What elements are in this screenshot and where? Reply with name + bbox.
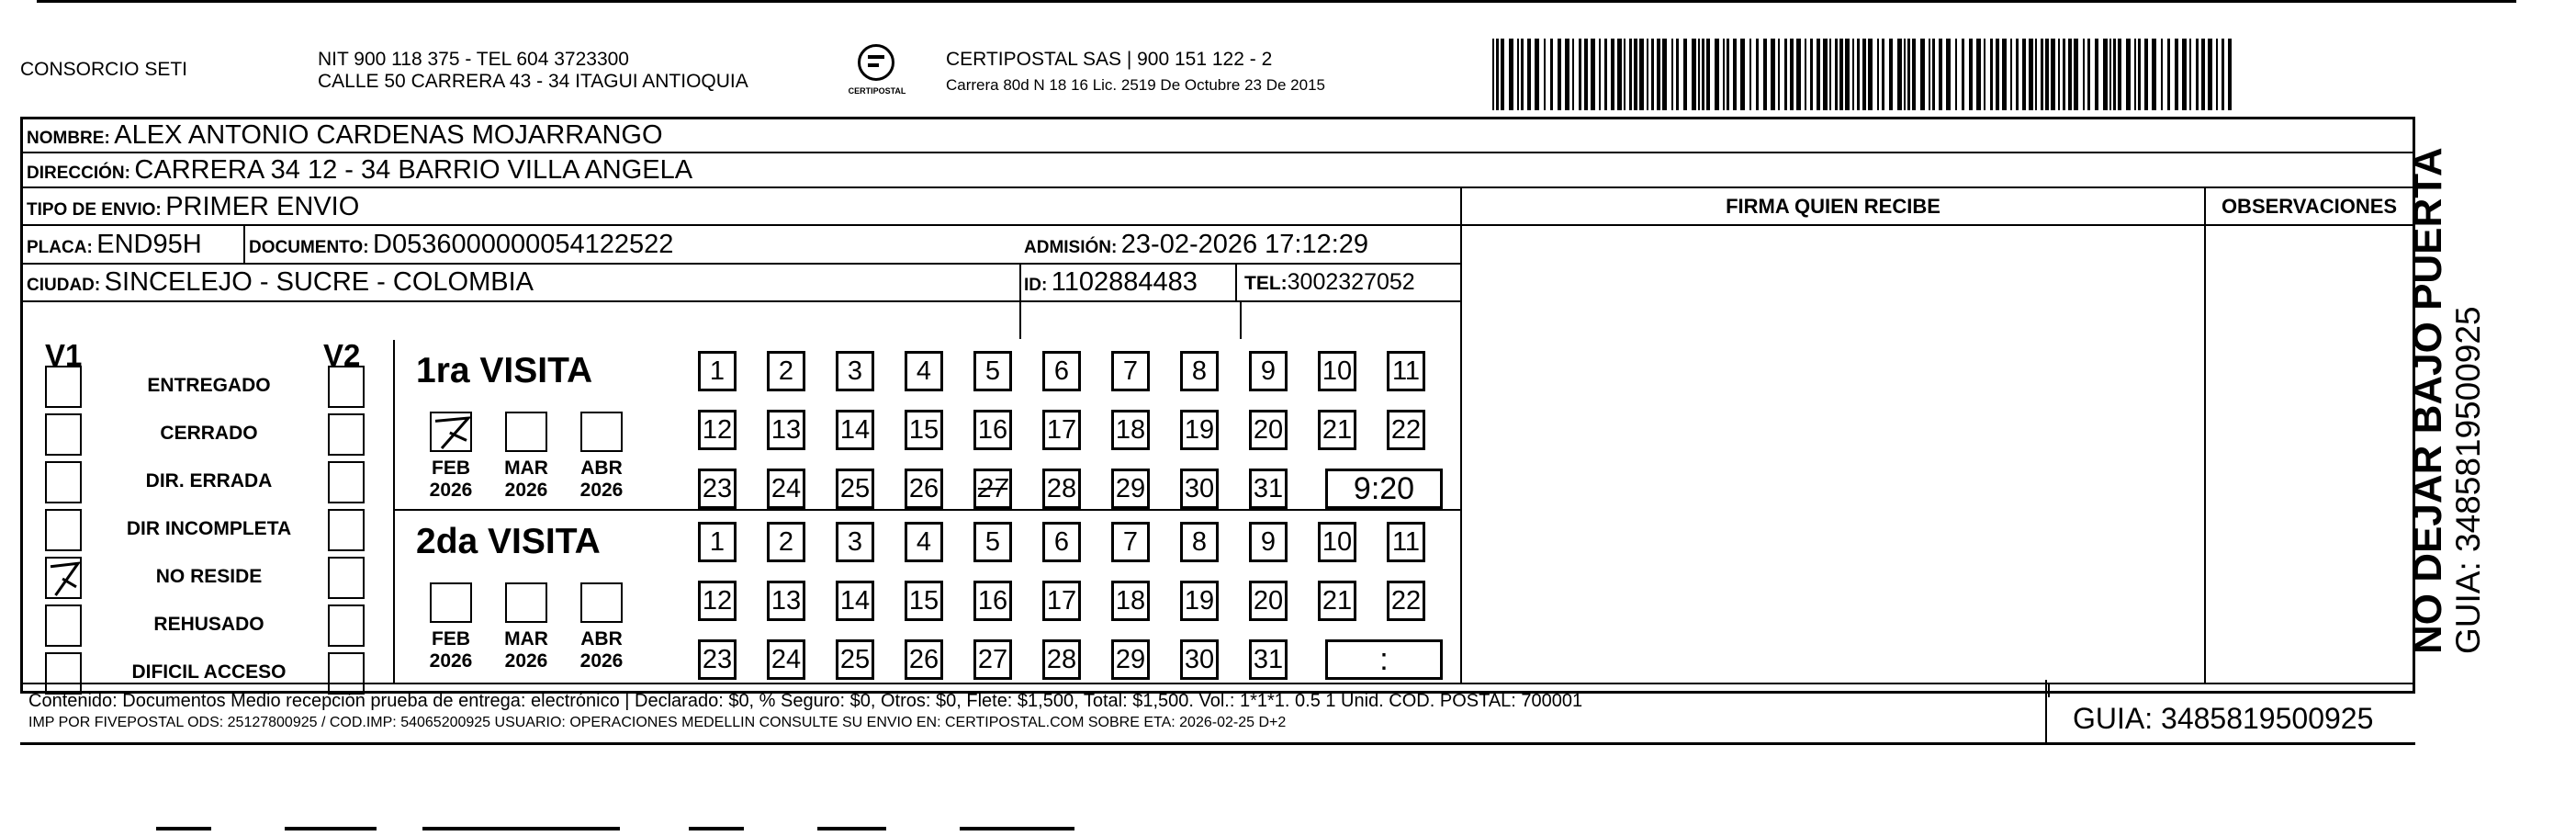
day-box[interactable]: 21 (1318, 581, 1356, 621)
tel-field (1244, 268, 1415, 299)
day-box[interactable]: 23 (698, 469, 737, 509)
address-value: CARRERA 34 12 - 34 BARRIO VILLA ANGELA (134, 155, 693, 185)
month-checkbox[interactable] (505, 582, 547, 623)
day-box[interactable]: 30 (1180, 639, 1219, 680)
scan-artifact (285, 827, 377, 830)
day-box[interactable]: 18 (1111, 581, 1150, 621)
scan-artifact (156, 827, 211, 830)
month-year: 2026 (579, 650, 624, 672)
shipment-type-label: TIPO DE ENVIO: (27, 200, 162, 220)
city-field (27, 268, 534, 300)
company-name: CONSORCIO SETI (20, 59, 188, 80)
day-box[interactable]: 9 (1249, 522, 1288, 562)
v1-checkbox[interactable] (45, 604, 82, 647)
day-box[interactable]: 3 (836, 522, 874, 562)
side-guia-number: GUIA: 3485819500925 (2449, 306, 2487, 654)
shipment-type-row (27, 193, 359, 225)
day-box[interactable]: 28 (1042, 469, 1081, 509)
day-box[interactable]: 11 (1387, 351, 1425, 391)
day-box[interactable]: 31 (1249, 469, 1288, 509)
day-box[interactable]: 7 (1111, 522, 1150, 562)
day-box[interactable]: 25 (836, 639, 874, 680)
month-label: FEB (432, 458, 470, 479)
document-field (249, 231, 673, 263)
month-year: 2026 (579, 480, 624, 501)
v1-checkbox[interactable] (45, 461, 82, 503)
v2-checkbox[interactable] (328, 461, 365, 503)
guia-number: GUIA: 3485819500925 (2073, 702, 2374, 735)
day-box[interactable]: 30 (1180, 469, 1219, 509)
day-box[interactable]: 11 (1387, 522, 1425, 562)
v1-checkbox[interactable] (45, 413, 82, 456)
barcode (1492, 39, 2236, 110)
v1-header: V1 (45, 338, 83, 372)
day-box[interactable]: 5 (973, 351, 1012, 391)
visit-divider (393, 509, 1460, 511)
scan-artifact (689, 827, 744, 830)
scan-artifact (817, 827, 886, 830)
month-year: 2026 (504, 480, 548, 501)
name-row (27, 121, 663, 153)
certipostal-line-2: Carrera 80d N 18 16 Lic. 2519 De Octubre 23 De 2015 (946, 76, 1325, 94)
day-box[interactable]: 26 (905, 639, 943, 680)
month-checkbox[interactable] (430, 582, 472, 623)
day-box[interactable]: 13 (767, 410, 805, 450)
name-value: ALEX ANTONIO CARDENAS MOJARRANGO (114, 120, 663, 150)
month-label: ABR (580, 628, 623, 650)
status-label: REHUSADO (153, 614, 264, 635)
v1-checkbox[interactable] (45, 509, 82, 551)
day-box[interactable]: 29 (1111, 639, 1150, 680)
day-box[interactable]: 6 (1042, 351, 1081, 391)
time-box[interactable]: : (1325, 639, 1443, 680)
day-box[interactable]: 15 (905, 581, 943, 621)
day-box[interactable]: 8 (1180, 351, 1219, 391)
day-box[interactable]: 14 (836, 410, 874, 450)
v2-checkbox[interactable] (328, 366, 365, 408)
address-row (27, 156, 692, 188)
v1-checkbox[interactable] (45, 652, 82, 695)
plate-label: PLACA: (27, 238, 93, 257)
status-label: NO RESIDE (155, 566, 263, 587)
day-box[interactable]: 24 (767, 639, 805, 680)
scan-artifact (422, 827, 620, 830)
v2-checkbox[interactable] (328, 557, 365, 599)
observations-header: OBSERVACIONES (2221, 195, 2398, 218)
admission-field (1024, 231, 1368, 263)
day-box[interactable]: 25 (836, 469, 874, 509)
id-label: ID: (1024, 276, 1048, 295)
logo-emblem-icon (858, 44, 894, 81)
status-label: CERRADO (160, 423, 258, 444)
day-box[interactable]: 20 (1249, 410, 1288, 450)
nit-line: NIT 900 118 375 - TEL 604 3723300 (318, 49, 629, 70)
v1-checkbox[interactable] (45, 557, 82, 599)
day-box[interactable]: 14 (836, 581, 874, 621)
day-box[interactable]: 12 (698, 410, 737, 450)
day-box[interactable]: 10 (1318, 522, 1356, 562)
month-label: FEB (432, 628, 470, 650)
day-box[interactable]: 16 (973, 410, 1012, 450)
month-label: MAR (504, 458, 548, 479)
company-address: CALLE 50 CARRERA 43 - 34 ITAGUI ANTIOQUIA (318, 71, 748, 92)
day-box[interactable]: 4 (905, 351, 943, 391)
day-box[interactable]: 22 (1387, 581, 1425, 621)
month-label: MAR (504, 628, 548, 650)
city-label: CIUDAD: (27, 276, 101, 295)
day-box[interactable]: 31 (1249, 639, 1288, 680)
month-checkbox[interactable] (580, 582, 623, 623)
visit-title: 1ra VISITA (416, 351, 593, 390)
month-checkbox[interactable] (430, 412, 472, 452)
status-label: DIR INCOMPLETA (126, 518, 292, 539)
month-checkbox[interactable] (505, 412, 547, 452)
plate-field (27, 231, 202, 263)
status-label: DIR. ERRADA (145, 470, 273, 491)
scan-top-edge (37, 0, 2516, 6)
v2-checkbox[interactable] (328, 413, 365, 456)
document-value: D0536000000054122522 (373, 230, 674, 259)
day-box[interactable]: 28 (1042, 639, 1081, 680)
day-box[interactable]: 20 (1249, 581, 1288, 621)
status-label: ENTREGADO (147, 375, 271, 396)
tel-value: 3002327052 (1287, 269, 1415, 295)
admission-label: ADMISIÓN: (1024, 238, 1118, 257)
signature-header: FIRMA QUIEN RECIBE (1726, 195, 1940, 218)
logo-text: CERTIPOSTAL (848, 86, 906, 96)
day-box[interactable]: 22 (1387, 410, 1425, 450)
id-value: 1102884483 (1051, 267, 1198, 297)
month-label: ABR (580, 458, 623, 479)
month-year: 2026 (504, 650, 548, 672)
day-box[interactable]: 21 (1318, 410, 1356, 450)
status-label: DIFICIL ACCESO (131, 661, 287, 683)
id-field (1024, 268, 1198, 300)
month-checkbox[interactable] (580, 412, 623, 452)
day-box[interactable]: 27 (973, 639, 1012, 680)
day-box[interactable]: 17 (1042, 410, 1081, 450)
v2-checkbox[interactable] (328, 509, 365, 551)
v1-checkbox[interactable] (45, 366, 82, 408)
day-box[interactable]: 1 (698, 522, 737, 562)
day-box[interactable]: 26 (905, 469, 943, 509)
tel-label: TEL: (1244, 273, 1288, 294)
day-box[interactable]: 23 (698, 639, 737, 680)
day-box[interactable]: 2 (767, 351, 805, 391)
plate-value: END95H (96, 230, 202, 259)
day-box[interactable]: 24 (767, 469, 805, 509)
scan-artifact (960, 827, 1074, 830)
month-year: 2026 (429, 650, 473, 672)
day-box[interactable]: 29 (1111, 469, 1150, 509)
certipostal-logo (836, 39, 918, 103)
v2-checkbox[interactable] (328, 652, 365, 695)
day-box[interactable]: 18 (1111, 410, 1150, 450)
footer-print-line: IMP POR FIVEPOSTAL ODS: 25127800925 / COD.IMP: 54065200925 USUARIO: OPERACIONES MEDELLIN CONSULTE SU ENVIO EN: CERTIPOSTAL.COM SOBRE ETA: 2026-02-25 D+2 (28, 715, 1287, 730)
city-value: SINCELEJO - SUCRE - COLOMBIA (104, 267, 534, 297)
day-box[interactable]: 17 (1042, 581, 1081, 621)
month-year: 2026 (429, 480, 473, 501)
v2-header: V2 (323, 338, 361, 372)
no-under-door-notice: NO DEJAR BAJO PUERTA (2405, 147, 2450, 654)
day-box[interactable]: 10 (1318, 351, 1356, 391)
name-label: NOMBRE: (27, 129, 110, 148)
time-box[interactable]: 9:20 (1325, 469, 1443, 509)
day-box[interactable]: 27 (973, 469, 1012, 509)
day-box[interactable]: 2 (767, 522, 805, 562)
day-box[interactable]: 9 (1249, 351, 1288, 391)
handwritten-check-icon (432, 413, 472, 452)
day-box[interactable]: 4 (905, 522, 943, 562)
day-box[interactable]: 16 (973, 581, 1012, 621)
day-box[interactable]: 1 (698, 351, 737, 391)
day-box[interactable]: 6 (1042, 522, 1081, 562)
shipment-type-value: PRIMER ENVIO (165, 192, 360, 221)
day-box[interactable]: 15 (905, 410, 943, 450)
visit-title: 2da VISITA (416, 522, 601, 561)
footer-content-line: Contenido: Documentos Medio recepción prueba de entrega: electrónico | Declarado: $0, % Seguro: $0, Otros: $0, Flete: $1,500, Total: $1,500. Vol.: 1*1*1. 0.5 1 Unid. COD. POSTAL: 700001 (28, 691, 1583, 711)
admission-value: 23-02-2026 17:12:29 (1120, 230, 1369, 259)
day-box[interactable]: 5 (973, 522, 1012, 562)
v2-checkbox[interactable] (328, 604, 365, 647)
day-box[interactable]: 3 (836, 351, 874, 391)
handwritten-check-icon (47, 559, 82, 599)
certipostal-line-1: CERTIPOSTAL SAS | 900 151 122 - 2 (946, 49, 1273, 70)
guia-divider (2045, 680, 2047, 744)
day-box[interactable]: 12 (698, 581, 737, 621)
day-box[interactable]: 7 (1111, 351, 1150, 391)
day-box[interactable]: 19 (1180, 410, 1219, 450)
day-box[interactable]: 13 (767, 581, 805, 621)
form-bottom-border (20, 742, 2415, 745)
address-label: DIRECCIÓN: (27, 164, 130, 183)
side-notice (2406, 0, 2516, 654)
document-label: DOCUMENTO: (249, 238, 369, 257)
day-box[interactable]: 8 (1180, 522, 1219, 562)
day-box[interactable]: 19 (1180, 581, 1219, 621)
